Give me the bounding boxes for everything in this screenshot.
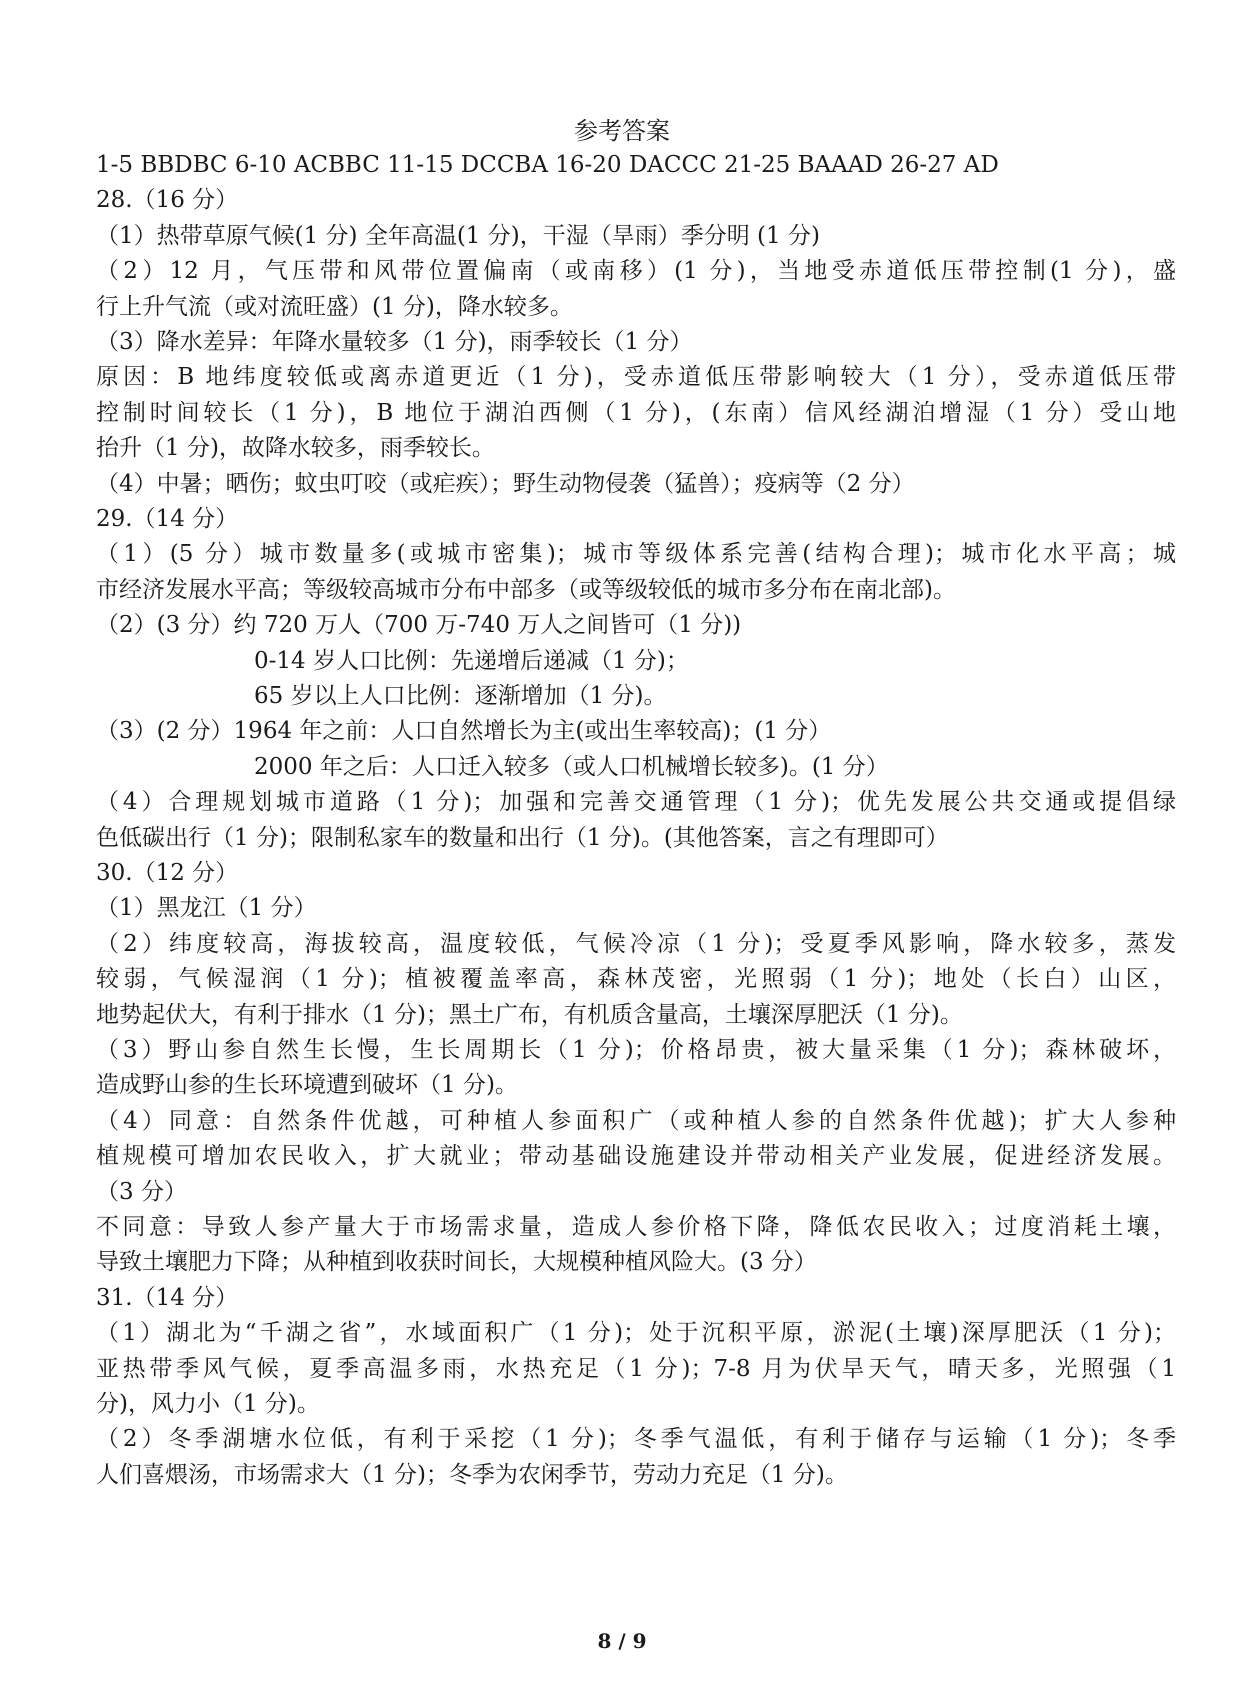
answer-line: （2）冬季湖塘水位低，有利于采挖（1 分)；冬季气温低，有利于储存与运输（1 分)；冬季 bbox=[96, 1426, 1176, 1453]
page-number: 8 / 9 bbox=[597, 1629, 647, 1653]
answer-line: 造成野山参的生长环境遭到破坏（1 分)。 bbox=[96, 1072, 518, 1099]
answer-line: 较弱，气候湿润（1 分)；植被覆盖率高，森林茂密，光照弱（1 分)；地处（长白）山区， bbox=[96, 966, 1176, 993]
answer-line: 亚热带季风气候，夏季高温多雨，水热充足（1 分)；7-8 月为伏旱天气，晴天多，光照强（1 bbox=[96, 1355, 1176, 1382]
answer-line: 2000 年之后：人口迁入较多（或人口机械增长较多)。(1 分） bbox=[254, 753, 889, 780]
answer-line: （1）(5 分）城市数量多(或城市密集)；城市等级体系完善(结构合理)；城市化水平高；城 bbox=[96, 541, 1176, 568]
answer-line: （1）黑龙江（1 分） bbox=[96, 895, 317, 922]
answer-line: 市经济发展水平高；等级较高城市分布中部多（或等级较低的城市多分布在南北部)。 bbox=[96, 576, 956, 603]
answer-line: 29.（14 分） bbox=[96, 506, 239, 532]
answer-line: 1-5 BBDBC 6-10 ACBBC 11-15 DCCBA 16-20 DACCC 21-25 BAAAD 26-27 AD bbox=[96, 152, 999, 178]
answer-line: 抬升（1 分)，故降水较多，雨季较长。 bbox=[96, 435, 495, 462]
answer-line: 导致土壤肥力下降；从种植到收获时间长，大规模种植风险大。(3 分） bbox=[96, 1249, 817, 1276]
answer-line: 31.（14 分） bbox=[96, 1284, 239, 1311]
answer-line: 30.（12 分） bbox=[96, 860, 239, 886]
answer-line: 不同意：导致人参产量大于市场需求量，造成人参价格下降，降低农民收入；过度消耗土壤， bbox=[96, 1214, 1176, 1240]
answer-line: （4）中暑；晒伤；蚊虫叮咬（或疟疾）；野生动物侵袭（猛兽）；疫病等（2 分） bbox=[96, 470, 915, 497]
answer-line: 地势起伏大，有利于排水（1 分)；黑土广布，有机质含量高，土壤深厚肥沃（1 分)。 bbox=[96, 1001, 963, 1028]
answer-line: （2）12 月，气压带和风带位置偏南（或南移）(1 分)，当地受赤道低压带控制(1 分)，盛 bbox=[96, 258, 1176, 285]
answer-line: （4）合理规划城市道路（1 分)；加强和完善交通管理（1 分)；优先发展公共交通或提倡绿 bbox=[96, 789, 1176, 816]
answer-line: 65 岁以上人口比例：逐渐增加（1 分)。 bbox=[254, 683, 667, 709]
answer-line: （2）纬度较高，海拔较高，温度较低，气候冷凉（1 分)；受夏季风影响，降水较多，蒸发 bbox=[96, 930, 1176, 957]
answer-line: 28.（16 分） bbox=[96, 187, 239, 214]
page-title: 参考答案 bbox=[574, 117, 670, 145]
answer-line: 植规模可增加农民收入，扩大就业；带动基础设施建设并带动相关产业发展，促进经济发展。 bbox=[96, 1143, 1176, 1170]
answer-line: （1）湖北为“千湖之省”，水域面积广（1 分)；处于沉积平原，淤泥(土壤)深厚肥沃（1 分)； bbox=[96, 1320, 1176, 1347]
answer-line: 分)，风力小（1 分)。 bbox=[96, 1391, 320, 1417]
answer-line: 0-14 岁人口比例：先递增后递减（1 分)； bbox=[254, 647, 689, 674]
answer-line: （3 分） bbox=[96, 1178, 187, 1205]
answer-line: （1）热带草原气候(1 分) 全年高温(1 分)，干湿（旱雨）季分明 (1 分) bbox=[96, 222, 820, 249]
answer-line: 人们喜煨汤，市场需求大（1 分)；冬季为农闲季节，劳动力充足（1 分)。 bbox=[96, 1461, 848, 1488]
answer-line: 行上升气流（或对流旺盛）(1 分)，降水较多。 bbox=[96, 293, 573, 320]
answer-line: 色低碳出行（1 分)；限制私家车的数量和出行（1 分)。(其他答案，言之有理即可） bbox=[96, 824, 949, 851]
answer-line: （4）同意：自然条件优越，可种植人参面积广（或种植人参的自然条件优越)；扩大人参种 bbox=[96, 1107, 1176, 1134]
answer-line: （2）(3 分）约 720 万人（700 万-740 万人之间皆可（1 分)) bbox=[96, 612, 742, 639]
answer-line: （3）(2 分）1964 年之前：人口自然增长为主(或出生率较高)；(1 分） bbox=[96, 718, 832, 745]
answer-line: 控制时间较长（1 分)，B 地位于湖泊西侧（1 分)，(东南）信风经湖泊增湿（1 分）受山地 bbox=[96, 399, 1176, 426]
answer-line: 原因：B 地纬度较低或离赤道更近（1 分)，受赤道低压带影响较大（1 分），受赤道低压带 bbox=[96, 364, 1176, 391]
answer-line: （3）降水差异：年降水量较多（1 分)，雨季较长（1 分） bbox=[96, 329, 693, 355]
answer-line: （3）野山参自然生长慢，生长周期长（1 分)；价格昂贵，被大量采集（1 分)；森林破坏， bbox=[96, 1037, 1176, 1063]
